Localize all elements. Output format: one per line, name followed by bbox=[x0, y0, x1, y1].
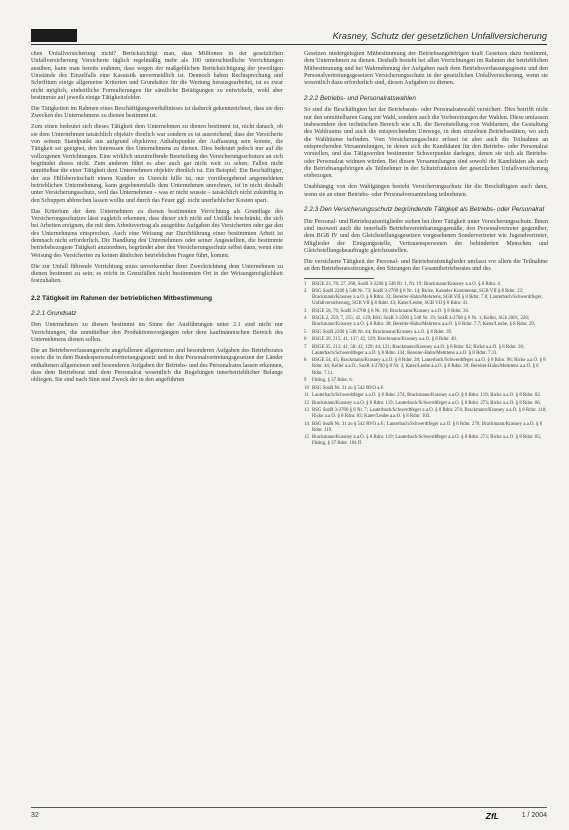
paragraph: Die Tätigkeiten im Rahmen eines Beschäftigungsverhältnisses ist dadurch gekennzeichnet, dass sie den Zwecken des Unternehmens zu dienen bestimmt ist. bbox=[31, 106, 283, 120]
footnote-text: BSG SozR Nr. 31 zu § 542 RVO a.F. bbox=[312, 385, 385, 391]
journal-footer-logo: ZfL bbox=[485, 811, 499, 821]
footnote-number: 2 bbox=[304, 289, 307, 295]
footnote-text: BSG SozR 2200 § 548 Nr. 44; Brackmann/Krasney a.a.O. § 8 Rdnr. 39. bbox=[312, 329, 453, 335]
footnote-text: Brackmann/Krasney a.a.O. § 8 Rdnr. 119; Lauterbach/Schwerdtfeger a.a.O. § 8 Rdnr. 273; Ricke a.a.O. § 8 Rdnr. 85; Fitting, § 37 Rdnr. 184 ff. bbox=[312, 435, 542, 447]
footnote-number: 7 bbox=[304, 344, 307, 350]
footnote-number: 13 bbox=[304, 408, 309, 413]
left-column bbox=[31, 51, 283, 781]
footnote-number: 12 bbox=[304, 400, 309, 406]
paragraph: Die versicherte Tätigkeit der Personal- und Betriebsratsmitglieder umfasst vor allem die Teilnahme an den Betriebsratssitzungen, den Sitzungen der Gesamtbetriebsrates und des bbox=[304, 258, 548, 273]
paragraph: Zum einen bedeutet sich dieses Tätigkeit dem Unternehmen zu dienen bestimmt ist, nicht danach, ob sie dem Unternehmen tatsächlich objektiv dienlich war sondern es ist ausreichend, dass der Versicherte von seinem Standpunkt aus aufgrund objektiver Anhaltspunkte der Auffassung sein konnte, die Tätigkeit sei geeignet, den Interessen des Unternehmens zu dienen. Dies bedeutet jedoch nur auf die vollzogenen Verrichtungen. Eine wirklich unzutreffende Beurteilung des Versicherungsschutzes an sich begründet dieses nicht. Zum anderen führt es aber auch gar nicht weit zu sehen: Fallen nicht unmittelbar die einer Tätigkeit dem Unternehmen objektiv dienlich ist. Ein Beispiel: Ein Beschäftigter, der aus Hilfsbereitschaft einem Kunden zu Unrecht hilfe ist, nur vorrübergehend angemeldeten betrieblichen Unternehmung, kann gegebenenfalls dem Unternehmen anrechnen, ist in nicht deshalb unter Versicherungsschutz, weil das Unternehmen – was er nicht wusste – tatsächlich nicht zukünftig in den Schuppen abbrechen lassen wollte und durch das Feuer ggf. nicht unerheblicher Kosten spart. bbox=[31, 124, 283, 204]
paragraph: Die an Betriebsverfassungsrecht angefallenen allgemeinen und besonderen Aufgaben des Betriebsrates sowie die in dem Bundespersonalvertretungsgesetz und in den Personalvertretungsgesetzen der Länder enthaltenen allgemeinen und besonderen Aufgaben der Betriebs- und des Personalrates lassen erkennen, dass dem Betriebsrat und dem Personalrat wesentlich die Regelungen innerbetrieblicher Belange obliegen. Sie sind nach Sinn und Zweck der in den angeführten bbox=[31, 347, 283, 384]
paragraph: Die Personal- und Betriebsratsmitglieder stehen bei ihrer Tätigkeit unter Versicherungsschutz. Ihnen sind insoweit auch die innerhalb Betriebsvereinbarungsgemäße, den Personalvertreter gegenüber, dem BGB IV und den Gleichstellungsgesetzen vorgesehenen Sondervertreter wie Jugendvertreter, Mitglieder der Einigungsstelle, Vertrauenspersonen der behinderten Menschen und Gleichstellungsbeauftragte gleichzustellen. bbox=[304, 218, 548, 254]
footnote-text: Brackmann/Krasney a.a.O. § 8 Rdnr. 119; Lauterbach/Schwerdtfeger a.a.O. § 8 Rdnr. 273; Ricke a.a.O. § 8 Rdnr. 86. bbox=[312, 400, 542, 406]
footnote-separator bbox=[304, 278, 374, 279]
footnote-text: BSGE 2, 259; 7, 255; 42, 129; BSG SozR 3-2200 § 548 Nr. 19; SozR 4-2700 § 8 Nr. 1; Keller, SGb 2001, 226; Brackmann/Krasney a.a.O. § 8 Rdnr. 38; Bereiter-Hahn/Mehrtens a.a.O. § 8 Rdnr. 7.7; Kater/Leube, § 8 Rdnr. 39. bbox=[312, 316, 535, 328]
footnote bbox=[304, 309, 548, 315]
footnote-text: BSGE 20, 215; 41, 137; 42, 129; Brackmann/Krasney a.a.O. § 8 Rdnr. 40. bbox=[312, 337, 458, 343]
subsection-heading: 2.2.1 Grundsatz bbox=[31, 309, 77, 317]
footnote-text: BSG SozR 2200 § 548 Nr. 73; SozR 3-2700 § 8 Nr. 14; Ricke, Kasseler Kommentar, SGB VII § 8 Rdnr. 22; Brackmann/Krasney a.a.O. § 8 Rdnr. 33; Bereiter-Hahn/Mehrtens, SGB VII § 8 Rdnr. 7.8; Lauterbach/Schwerdtfeger, Unfallversicherung, SGB VII § 8 Rdnr. 43; Kater/Leube, SGB VII § 8 Rdnr. 41. bbox=[312, 289, 543, 307]
footnote-number: 11 bbox=[304, 393, 309, 399]
footnote-text: BSGE 54, 45; Brackmann/Krasney a.a.O. § 8 Rdnr. 28; Lauterbach/Schwerdtfeger a.a.O. § 8 Rdnr. 96; Ricke a.a.O. § 8 Rdnr. 44; Keller a.a.O.; SozR 4-2700 § 8 Nr. 3; Kater/Leube a.a.O. § 8 Rdnr. 39; Bereiter-Hahn/Mehrtens a.a.O. § 8 Rdnr. 7.11. bbox=[312, 358, 546, 376]
footnote bbox=[304, 337, 548, 343]
footnote-number: 3 bbox=[304, 308, 307, 314]
paragraph: Den Unternehmen zu dienen bestimmt im Sinne der Ausführungen unter 2.1 sind nicht nur Verrichtungen, die unmittelbar den Produktionsvorgängen oder dem kaufmännischen Bereich des Unternehmens dienen sollen. bbox=[31, 322, 283, 343]
right-column bbox=[304, 51, 548, 781]
footnote-text: BSGE 35, 212; 41, 58; 42, 129; 44, 121; Brackmann/Krasney a.a.O. § 8 Rdnr. 62; Ricke a.a.O. § 8 Rdnr. 28; Lauterbach/Schwerdtfeger a.a.O. § 8 Rdnr. 134; Bereiter-Hahn/Mehrtens a.a.O. § 8 Rdnr. 7.11. bbox=[312, 344, 525, 356]
issue-label: 1 / 2004 bbox=[521, 812, 547, 819]
footnote-text: BSG SozR Nr. 31 zu § 542 RVO a.F.; Lauterbach/Schwerdtfeger a.a.O. § 8 Rdnr. 276; Brackmann/Krasney a.a.O. § 8 Rdnr. 119. bbox=[312, 421, 543, 433]
paragraph: chen Unfallversicherung nicht? Berücksichtigt man, dass Millionen in der gesetzlichen Unfallversicherung Versicherte täglich regelmäßig mehr als 100 unterschiedliche Verrichtungen ausüben, kann man bereits erahnen, dass wegen der maßgeblichen Berücksichtigung der jeweiligen Umstände des Einzelfalls eine Kasuistik unvermeidlich ist. Dennoch haben Rechtsprechung und Schrifttum einige allgemeine Kriterien und Grundsätze für die Wertung herausgearbeitet, ist es zwar nicht möglich, einheitliche Formulierungen für sämtliche Betätigungen zu entwickeln, wohl aber bestimmte auf jeweils einige Tätigkeitsfelder. bbox=[31, 51, 283, 102]
footnote-number: 4 bbox=[304, 316, 307, 322]
paragraph: Die zur Unfall führende Verrichtung muss unverkennbar ihrer Zweckrichtung dem Unternehmen zu dienen bestimmt zu sein; es reicht in Grenzfällen nicht bestimmten Ort in der Weisungsmöglichkeit festzuhalten. bbox=[31, 263, 283, 285]
journal-logo-block bbox=[31, 29, 77, 42]
footnote-text: Lauterbach/Schwerdtfeger a.a.O. § 8 Rdnr. 274; Brackmann/Krasney a.a.O. § 8 Rdnr. 119; Ricke a.a.O. § 8 Rdnr. 82. bbox=[312, 393, 542, 399]
footnotes bbox=[304, 282, 548, 448]
page-number: 32 bbox=[31, 812, 39, 819]
section-heading: 2.2 Tätigkeit im Rahmen der betrieblichen Mitbestimmung bbox=[31, 294, 212, 302]
footnote-number: 8 bbox=[304, 358, 307, 364]
paragraph: Das Kriterium der dem Unternehmen zu dienen bestimmten Verrichtung als Grundlage des Versicherungsschutzes lässt zugleich erkennen, dass dieser sich nicht auf Unfälle beschränkt, die sich bei Arbeiten ereignen, die mit dem Arbeitsvertrag als ausgeübte Aufgaben des Versicherten oder gar den des Unternehmens entsprechen. Auch eine Weisung zur Durchführung einer bestimmten Arbeit ist demnach nicht erforderlich. Die Handlung des Unternehmers oder seiner Angestellten, die bestimmte betriebsbezogene Tätigkeit anzuordnen, begründet aber den Versicherungsschutz selbst dann, wenn eine Weisung des Versicherten zu keinen ähnlichen betrieblichen Fragen führt, kommt. bbox=[31, 208, 283, 259]
footnote bbox=[304, 393, 548, 399]
subsection-heading: 2.2.2 Betriebs- und Personalratswahlen bbox=[304, 94, 416, 102]
footnote bbox=[304, 408, 548, 420]
paragraph: So sind die Beschäftigten bei der Betriebsrats- oder Personalratswahl versichert. Dies betrifft nicht nur den unmittelbaren Gang zur Wahl, sondern auch die Vorbereitungen der Wahlen. Diese umfassen insbesondere den technischen Bereich wie z.B. die Bereitstellung von Wahlurnen, die Gestaltung des Wahlraums und auch die entsprechenden Umwege, in dem einzelnen Betriebsstätten, wo sich die Wahlräume befinden. Vom Versicherungsschutz erfasst ist aber auch die Teilnahme an entsprechenden Versammlungen, in denen sich die Kandidaten für den Betriebs- oder Personalrat vorstellen, und das Tätigwerden bestimmter Schwerpunkte darlegen, denen sie sich als Betriebs- oder Personalrat widmen würden. Bei diesen Versammlungen sind sowohl die Kandidaten als auch die Betriebsangehörigen als Teilnehmer in der Schutzfunktion der gesetzlichen Unfallversicherung einbezogen. bbox=[304, 107, 548, 180]
footnote-number: 1 bbox=[304, 281, 307, 287]
footnote-text: BSGE 23, 76; 27, 266; SozR 3-2200 § 548 Nr. 1, Nr. 19; Brackmann/Krasney a.a.O. § 8 Rdnr. 4. bbox=[312, 281, 502, 287]
paragraph: Gesetzen niedergelegten Mitbestimmung der Betriebsangehörigen kraft Gesetzes dazu bestimmt, dem Unternehmen zu dienen. Deshalb besteht bei allen Verrichtungen im Rahmen der betrieblichen Mitbestimmung und bei Wahrnehmung der Aufgaben nach dem Betriebsverfassungsgesetz und den Personalvertretungsgesetzen Versicherungsschutz in der gesetzlichen Unfallversicherung, wenn sie wesentlich dazu erforderlich sind, diesen Aufgaben zu dienen. bbox=[304, 51, 548, 87]
footnote bbox=[304, 422, 548, 434]
footnote bbox=[304, 289, 548, 307]
footnote-text: BSGE 58, 76; SozR 3-2700 § 8 Nr. 10; Brackmann/Krasney a.a.O. § 8 Rdnr. 36. bbox=[312, 308, 470, 314]
footer-rule bbox=[31, 807, 547, 808]
header-rule bbox=[31, 44, 547, 45]
footnote-number: 9 bbox=[304, 378, 307, 384]
footnote bbox=[304, 378, 548, 384]
footnote bbox=[304, 316, 548, 328]
footnote-number: 15 bbox=[304, 435, 309, 441]
footnote bbox=[304, 386, 548, 392]
footnote-number: 14 bbox=[304, 421, 309, 427]
footnote bbox=[304, 358, 548, 376]
footnote bbox=[304, 435, 548, 447]
footnote-number: 10 bbox=[304, 385, 309, 391]
subsection-heading: 2.2.3 Den Versicherungsschutz begründende Tätigkeit als Betriebs- oder Personalrat bbox=[304, 206, 545, 214]
footnote-number: 6 bbox=[304, 337, 307, 343]
footnote bbox=[304, 330, 548, 336]
footnote bbox=[304, 345, 548, 357]
paragraph: Unabhängig von den Wahlgängen besteht Versicherungsschutz für die Beschäftigten auch dann, wenn sie an einer Betriebs- oder Personalversammlung teilnehmen. bbox=[304, 184, 548, 198]
footnote-number: 5 bbox=[304, 329, 307, 335]
footnote-text: Fitting, § 37 Rdnr. 6. bbox=[312, 378, 353, 384]
running-header: Krasney, Schutz der gesetzlichen Unfallversicherung bbox=[332, 31, 547, 41]
footnote-text: BSG SozR 3-2700 § 8 Nr. 7; Lauterbach/Schwerdtfeger a.a.O. § 8 Rdnr. 274; Brackmann/Krasney a.a.O. § 8 Rdnr. 118; Ricke a.a.O. § 8 Rdnr. 83; Kater/Leube a.a.O. § 8 Rdnr. 103. bbox=[312, 408, 547, 420]
footnote bbox=[304, 282, 548, 288]
footnote bbox=[304, 401, 548, 407]
